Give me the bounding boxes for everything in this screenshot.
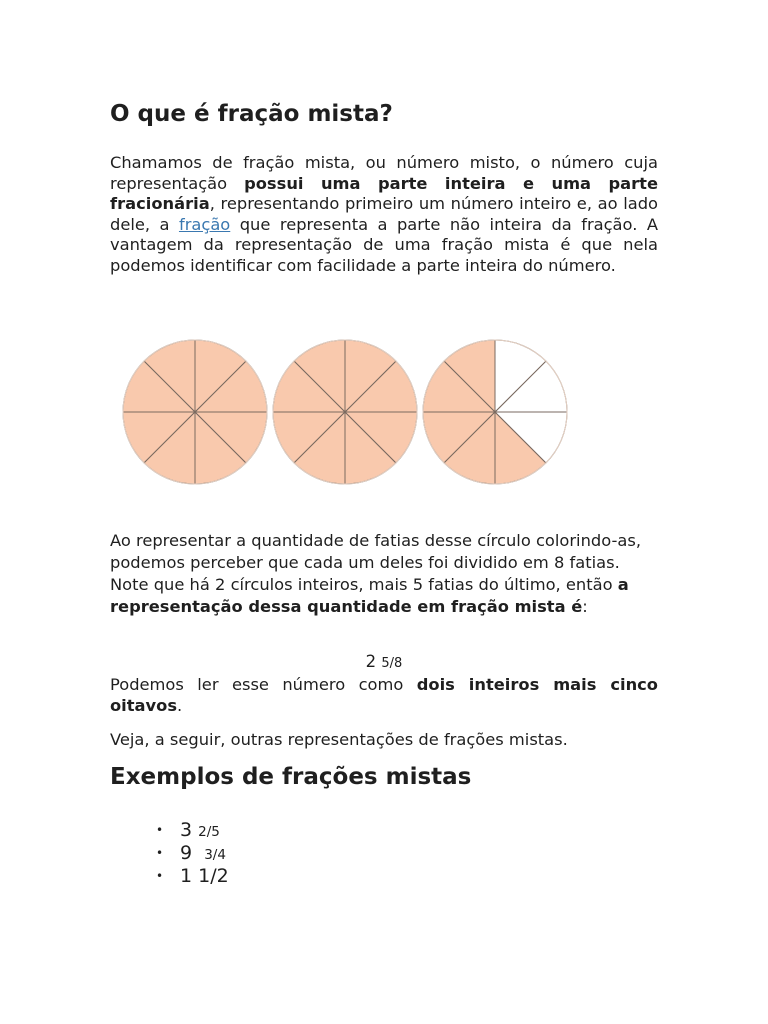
explanation-end: :	[582, 597, 588, 616]
page-title: O que é fração mista?	[110, 101, 393, 127]
reading-text: Podemos ler esse número como	[110, 675, 417, 694]
list-item	[110, 842, 229, 865]
example-fraction: 2/5	[198, 824, 220, 840]
mixed-number-display	[110, 651, 658, 675]
fraction-circle	[423, 340, 567, 484]
example-fraction: 3/4	[204, 847, 226, 863]
example-fraction: 1/2	[198, 865, 229, 887]
reading-paragraph	[110, 674, 658, 716]
bullet-icon: •	[156, 846, 164, 860]
explanation-bold-text: a representação dessa quantidade em fração mista é	[110, 575, 629, 616]
example-whole: 3	[180, 819, 193, 841]
list-item	[110, 819, 229, 842]
intro-paragraph	[110, 153, 658, 277]
examples-list	[110, 819, 229, 888]
mixed-number-whole: 2	[365, 652, 377, 671]
mixed-number-fraction: 5/8	[381, 656, 403, 671]
reading-bold-text: dois inteiros mais cinco oitavos	[110, 675, 658, 715]
reading-end: .	[177, 696, 183, 715]
fracao-link[interactable]: fração	[178, 214, 231, 234]
intro-text-2: , representando primeiro um número inteiro e, ao lado dele, a	[110, 194, 658, 234]
intro-bold-text: possui uma parte inteira e uma parte fracionária	[110, 173, 658, 214]
bullet-icon: •	[156, 823, 164, 837]
fraction-circle	[273, 340, 417, 484]
explanation-text: Ao representar a quantidade de fatias desse círculo colorindo-as, podemos perceber que cada um deles foi dividido em 8 fatias. Note que há 2 círculos inteiros, mais 5 fatias do último, então	[110, 531, 641, 594]
fraction-circle	[123, 340, 267, 484]
explanation-paragraph	[110, 530, 658, 618]
example-whole: 1	[180, 865, 193, 887]
examples-heading: Exemplos de frações mistas	[110, 764, 472, 790]
intro-text-3: que representa a parte não inteira da fração. A vantagem da representação de uma fração mista é que nela podemos identificar com facilidade a parte inteira do número.	[110, 214, 658, 275]
list-item	[110, 865, 229, 888]
fraction-circles-figure	[120, 338, 590, 486]
next-paragraph: Veja, a seguir, outras representações de frações mistas.	[110, 730, 568, 749]
intro-text-1: Chamamos de fração mista, ou número misto, o número cuja representação	[110, 153, 658, 193]
bullet-icon: •	[156, 869, 164, 883]
example-whole: 9	[180, 842, 193, 864]
